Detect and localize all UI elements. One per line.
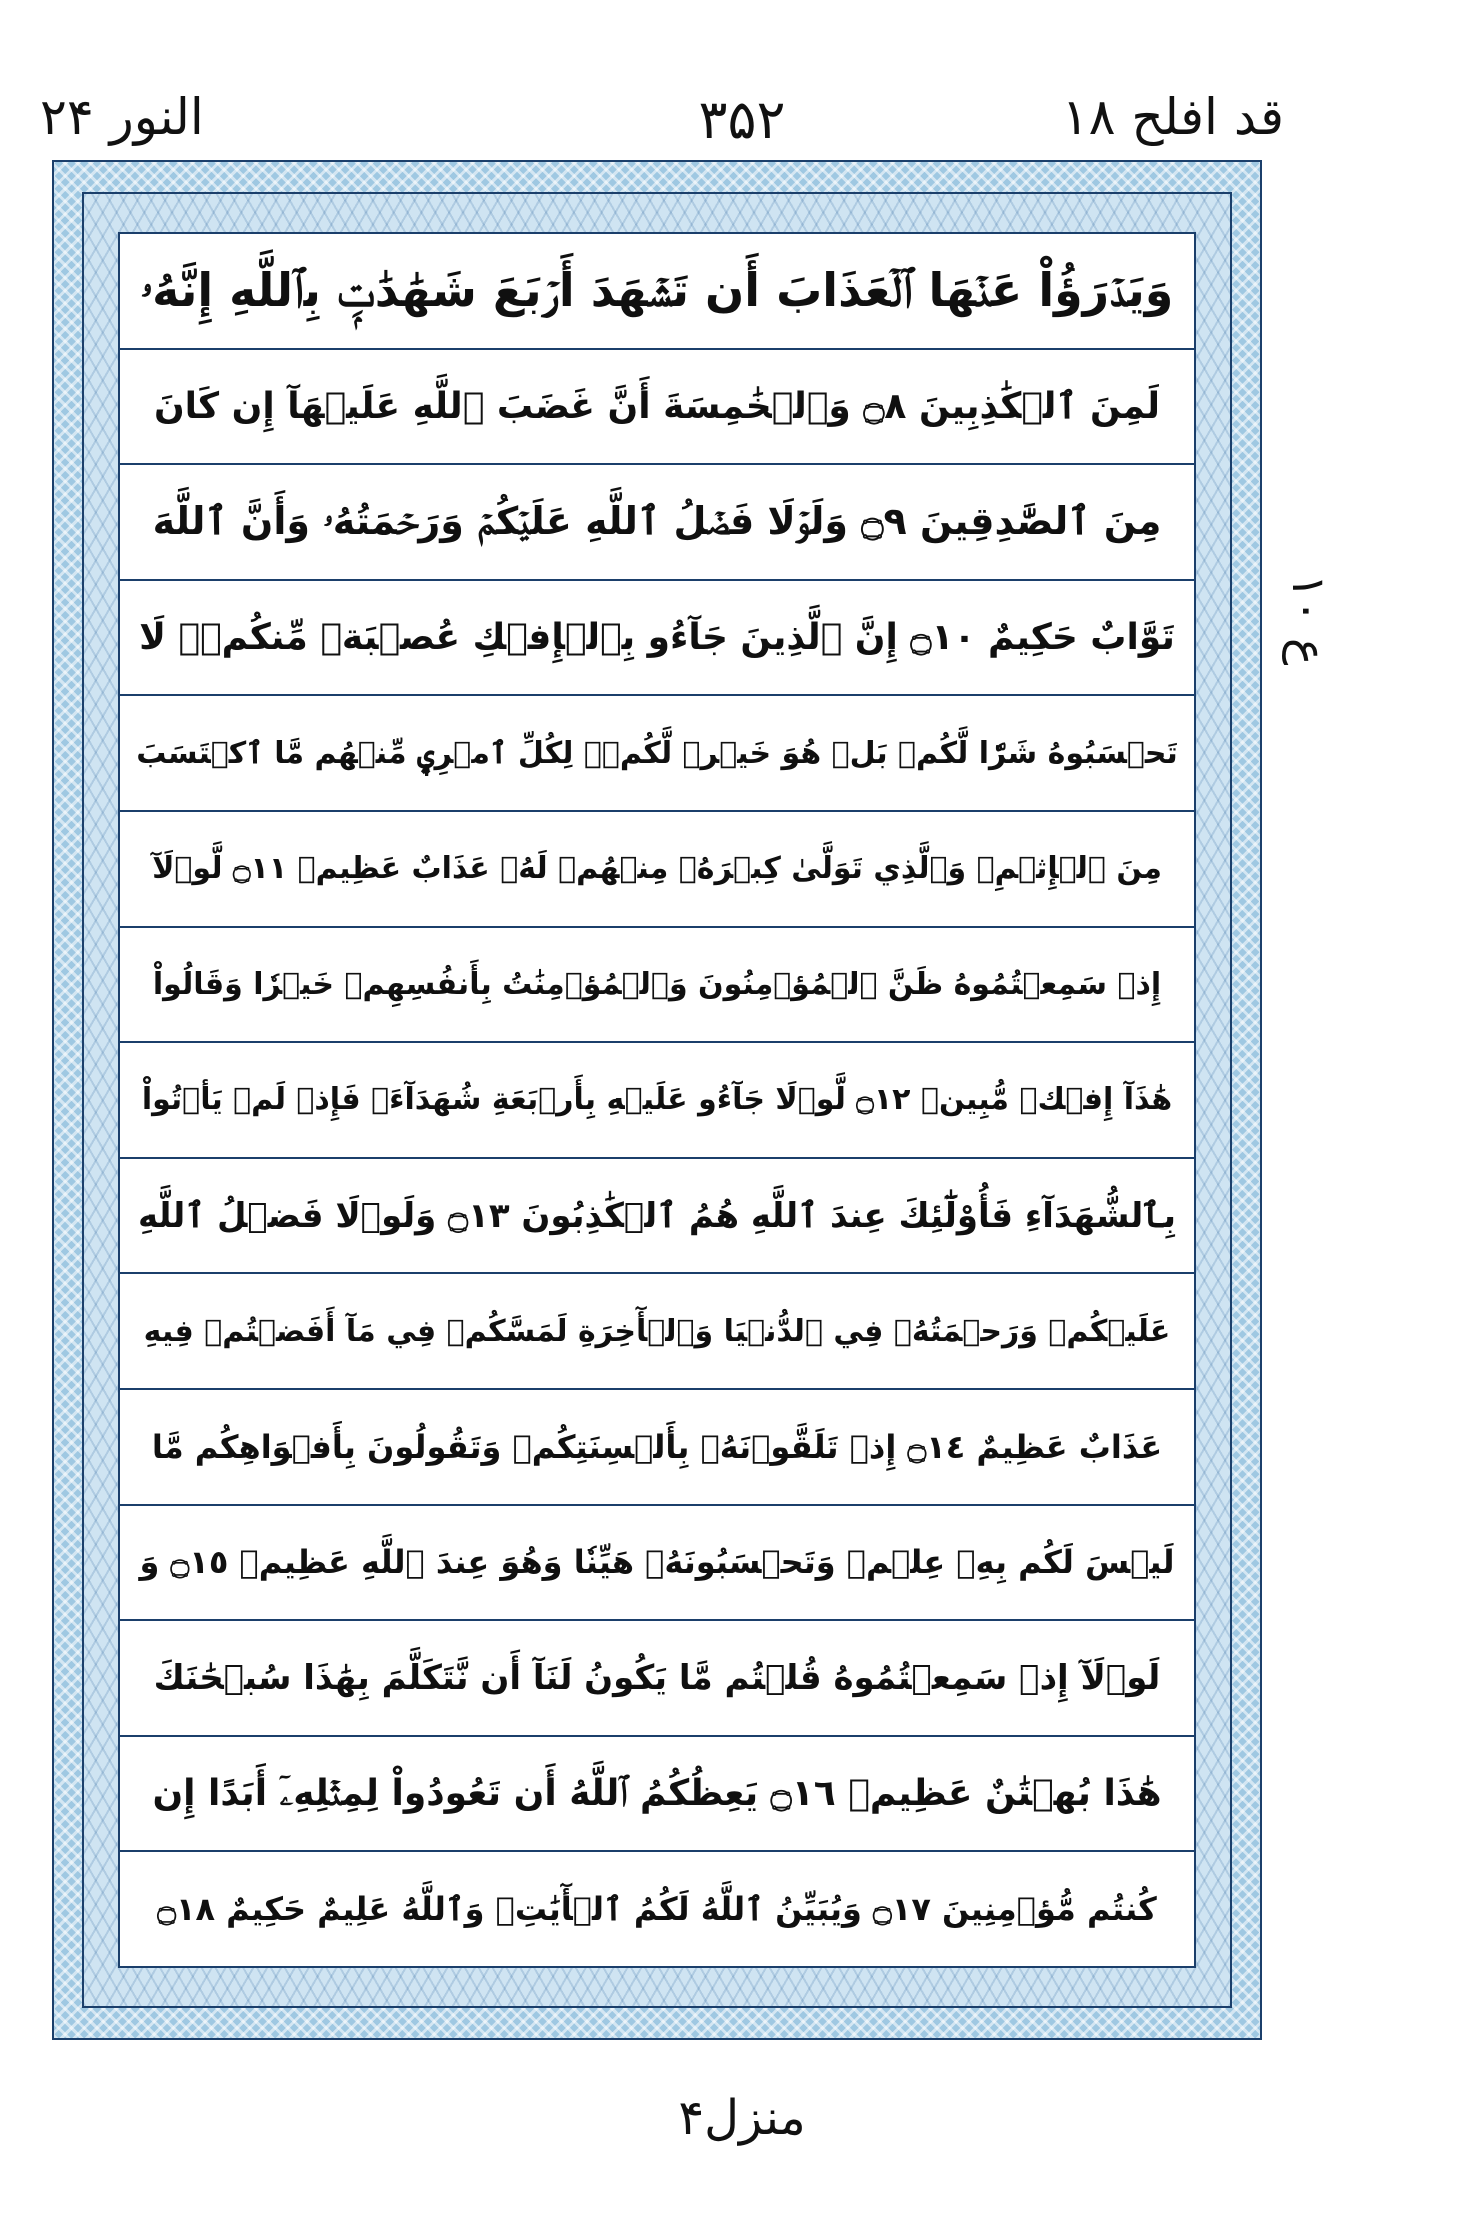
verse-line-12: لَيۡسَ لَكُم بِهِۦ عِلۡمٞ وَتَحۡسَبُونَهُۥ هَيِّنٗا وَهُوَ عِندَ ٱللَّهِ عَظِيمٞ ۝١٥ وَ (120, 1506, 1194, 1622)
verse-line-9: بِٱلشُّهَدَآءِ فَأُوْلَٰٓئِكَ عِندَ ٱللَّهِ هُمُ ٱلۡكَٰذِبُونَ ۝١٣ وَلَوۡلَا فَضۡلُ ٱللَّهِ (120, 1159, 1194, 1275)
ruku-marker: ع ۱۰ (1282, 574, 1336, 666)
verse-line-5: تَحۡسَبُوهُ شَرّٗا لَّكُمۖ بَلۡ هُوَ خَيۡرٞ لَّكُمۡۚ لِكُلِّ ٱمۡرِيٕٖ مِّنۡهُم مَّا ٱكۡتَسَبَ (120, 696, 1194, 812)
surah-label: النور ۲۴ (40, 88, 204, 146)
verse-line-8: هَٰذَآ إِفۡكٞ مُّبِينٞ ۝١٢ لَّوۡلَا جَآءُو عَلَيۡهِ بِأَرۡبَعَةِ شُهَدَآءَۚ فَإِذۡ لَمۡ يَأۡتُواْ (120, 1043, 1194, 1159)
page-number: ۳۵۲ (698, 88, 786, 151)
verse-line-11: عَذَابٌ عَظِيمٌ ۝١٤ إِذۡ تَلَقَّوۡنَهُۥ بِأَلۡسِنَتِكُمۡ وَتَقُولُونَ بِأَفۡوَاهِكُم مَّا (120, 1390, 1194, 1506)
verse-line-1: وَيَدۡرَؤُاْ عَنۡهَا ٱلۡعَذَابَ أَن تَشۡهَدَ أَرۡبَعَ شَهَٰدَٰتِۭ بِٱللَّهِ إِنَّهُۥ (120, 234, 1194, 350)
manzil-label: منزل۴ (678, 2090, 806, 2146)
verse-line-7: إِذۡ سَمِعۡتُمُوهُ ظَنَّ ٱلۡمُؤۡمِنُونَ وَٱلۡمُؤۡمِنَٰتُ بِأَنفُسِهِمۡ خَيۡرٗا وَقَالُواْ (120, 928, 1194, 1044)
juz-label: قد افلح ۱۸ (1061, 88, 1284, 146)
quran-text-panel (118, 232, 1196, 1968)
verse-line-13: لَوۡلَآ إِذۡ سَمِعۡتُمُوهُ قُلۡتُم مَّا يَكُونُ لَنَآ أَن نَّتَكَلَّمَ بِهَٰذَا سُبۡحَٰنَكَ (120, 1621, 1194, 1737)
verse-line-14: هَٰذَا بُهۡتَٰنٌ عَظِيمٞ ۝١٦ يَعِظُكُمُ ٱللَّهُ أَن تَعُودُواْ لِمِثۡلِهِۦٓ أَبَدًا إِن (120, 1737, 1194, 1853)
verse-line-4: تَوَّابٌ حَكِيمٌ ۝١٠ إِنَّ ٱلَّذِينَ جَآءُو بِٱلۡإِفۡكِ عُصۡبَةٞ مِّنكُمۡۚ لَا (120, 581, 1194, 697)
verse-line-2: لَمِنَ ٱلۡكَٰذِبِينَ ۝٨ وَٱلۡخَٰمِسَةَ أَنَّ غَضَبَ ٱللَّهِ عَلَيۡهَآ إِن كَانَ (120, 350, 1194, 466)
verse-line-3: مِنَ ٱلصَّٰدِقِينَ ۝٩ وَلَوۡلَا فَضۡلُ ٱللَّهِ عَلَيۡكُمۡ وَرَحۡمَتُهُۥ وَأَنَّ ٱللَّهَ (120, 465, 1194, 581)
verse-line-6: مِنَ ٱلۡإِثۡمِۚ وَٱلَّذِي تَوَلَّىٰ كِبۡرَهُۥ مِنۡهُمۡ لَهُۥ عَذَابٌ عَظِيمٞ ۝١١ لَّوۡلَآ (120, 812, 1194, 928)
verse-line-15: كُنتُم مُّؤۡمِنِينَ ۝١٧ وَيُبَيِّنُ ٱللَّهُ لَكُمُ ٱلۡأٓيَٰتِۚ وَٱللَّهُ عَلِيمٌ حَكِيمٌ ۝١٨ (157, 1890, 1157, 1929)
verse-line-10: عَلَيۡكُمۡ وَرَحۡمَتُهُۥ فِي ٱلدُّنۡيَا وَٱلۡأٓخِرَةِ لَمَسَّكُمۡ فِي مَآ أَفَضۡتُمۡ فِيهِ (120, 1274, 1194, 1390)
